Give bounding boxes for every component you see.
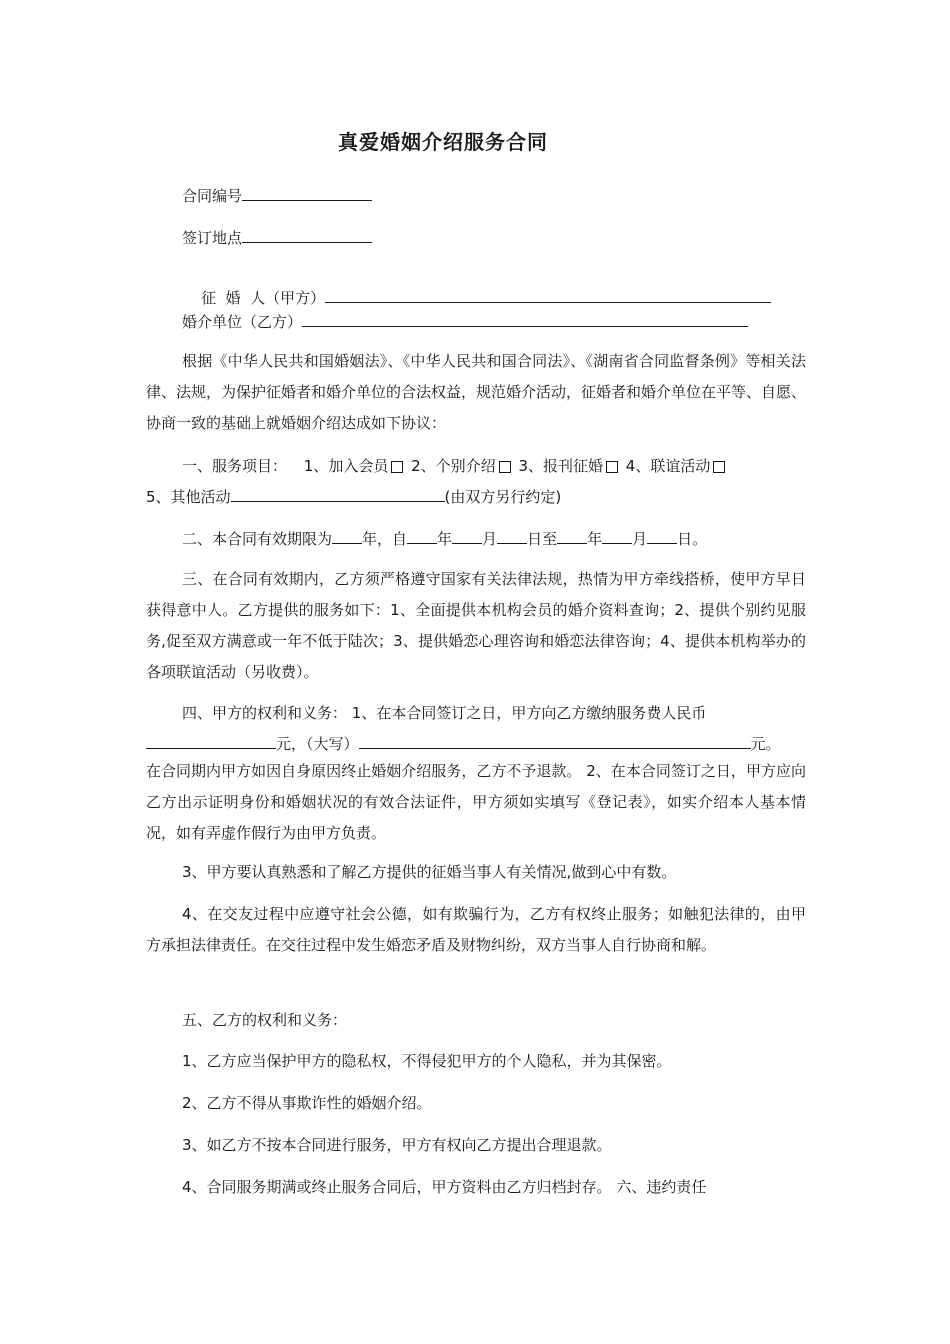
contract-number-blank[interactable] [242, 186, 372, 201]
party-b-label: 婚介单位（乙方） [182, 313, 303, 331]
clause5-item2: 2、乙方不得从事欺诈性的婚姻介绍。 [182, 1094, 432, 1112]
clause4-item3: 3、甲方要认真熟悉和了解乙方提供的征婚当事人有关情况,做到心中有数。 [182, 863, 677, 881]
party-b-blank[interactable] [302, 312, 748, 327]
contract-number-field [182, 185, 372, 206]
clause2-text-8: 日。 [677, 530, 708, 548]
end-year-blank[interactable] [557, 529, 587, 544]
clause1-note: (由双方另行约定) [444, 488, 562, 506]
checkbox-individual[interactable] [499, 461, 511, 473]
fee-amount-blank[interactable] [146, 734, 276, 749]
party-b-field [182, 311, 748, 332]
clause5-item4: 4、合同服务期满或终止服务合同后，甲方资料由乙方归档封存。 六、违约责任 [182, 1178, 707, 1196]
clause2-line [182, 528, 707, 549]
sign-place-field [182, 227, 372, 248]
preamble-paragraph: 根据《中华人民共和国婚姻法》、《中华人民共和国合同法》、《湖南省合同监督条例》等相关法律、法规，为保护征婚者和婚介单位的合法权益，规范婚介活动，征婚者和婚介单位在平等、自愿、协商一致的基础上就婚姻介绍达成如下协议： [146, 352, 807, 432]
clause2-text-2: 年，自 [362, 530, 408, 548]
start-day-blank[interactable] [497, 529, 527, 544]
clause4-yuan-end: 元。 [750, 735, 781, 753]
service-item-4: 4、联谊活动 [625, 457, 711, 475]
end-month-blank[interactable] [602, 529, 632, 544]
start-year-blank[interactable] [407, 529, 437, 544]
clause4-line2 [146, 733, 781, 754]
service-item-3: 3、报刊征婚 [518, 457, 603, 475]
clause4-paragraph: 在合同期内甲方如因自身原因终止婚姻介绍服务，乙方不予退款。 2、在本合同签订之日，甲方应向乙方出示证明身份和婚姻状况的有效合法证件，甲方须如实填写《登记表》，如实介绍本人基本情况，如有弄虚作假行为由甲方负责。 [146, 762, 806, 842]
clause5-item3: 3、如乙方不按本合同进行服务，甲方有权向乙方提出合理退款。 [182, 1136, 612, 1154]
party-a-label: 征 婚 人（甲方） [201, 289, 326, 307]
fee-uppercase-blank[interactable] [359, 734, 751, 749]
clause2-text-7: 月 [632, 530, 648, 548]
checkbox-social-event[interactable] [713, 461, 725, 473]
clause1-line1 [182, 455, 728, 476]
clause5-item1: 1、乙方应当保护甲方的隐私权，不得侵犯甲方的个人隐私，并为其保密。 [182, 1052, 672, 1070]
clause4-item4: 4、在交友过程中应遵守社会公德，如有欺骗行为，乙方有权终止服务；如触犯法律的，由甲方承担法律责任。在交往过程中发生婚恋矛盾及财物纠纷，双方当事人自行协商和解。 [146, 905, 806, 954]
sign-place-blank[interactable] [242, 228, 372, 243]
clause1-line2 [146, 486, 561, 507]
clause2-text-5: 日至 [527, 530, 558, 548]
checkbox-newspaper[interactable] [606, 461, 618, 473]
party-a-blank[interactable] [325, 288, 771, 303]
service-item-1: 1、加入会员 [303, 457, 389, 475]
other-activity-blank[interactable] [231, 487, 445, 502]
clause2-text-4: 月 [482, 530, 498, 548]
clause3-paragraph: 三、在合同有效期内，乙方须严格遵守国家有关法律法规，热情为甲方牵线搭桥，使甲方早日获得意中人。乙方提供的服务如下：1、全面提供本机构会员的婚介资料查询；2、提供个别约见服务,促至双方满意或一年不低于陆次；3、提供婚恋心理咨询和婚恋法律咨询；4、提供本机构举办的各项联谊活动（另收费）。 [146, 570, 806, 681]
service-item-5: 5、其他活动 [146, 488, 231, 506]
checkbox-member[interactable] [391, 461, 403, 473]
service-item-2: 2、个别介绍 [411, 457, 496, 475]
clause2-text-6: 年 [587, 530, 603, 548]
sign-place-label: 签订地点 [182, 229, 243, 247]
clause2-text-3: 年 [437, 530, 453, 548]
clause5-heading: 五、乙方的权利和义务： [182, 1011, 348, 1029]
clause4-line1: 四、甲方的权利和义务： 1、在本合同签订之日，甲方向乙方缴纳服务费人民币 [182, 704, 707, 722]
clause2-text-1: 二、本合同有效期限为 [182, 530, 333, 548]
clause1-lead: 一、服务项目： [182, 457, 288, 475]
term-years-blank[interactable] [332, 529, 362, 544]
end-day-blank[interactable] [647, 529, 677, 544]
page-title: 真爱婚姻介绍服务合同 [338, 130, 548, 154]
start-month-blank[interactable] [452, 529, 482, 544]
clause4-yuan-upper: 元，（大写） [276, 735, 359, 753]
contract-number-label: 合同编号 [182, 187, 243, 205]
